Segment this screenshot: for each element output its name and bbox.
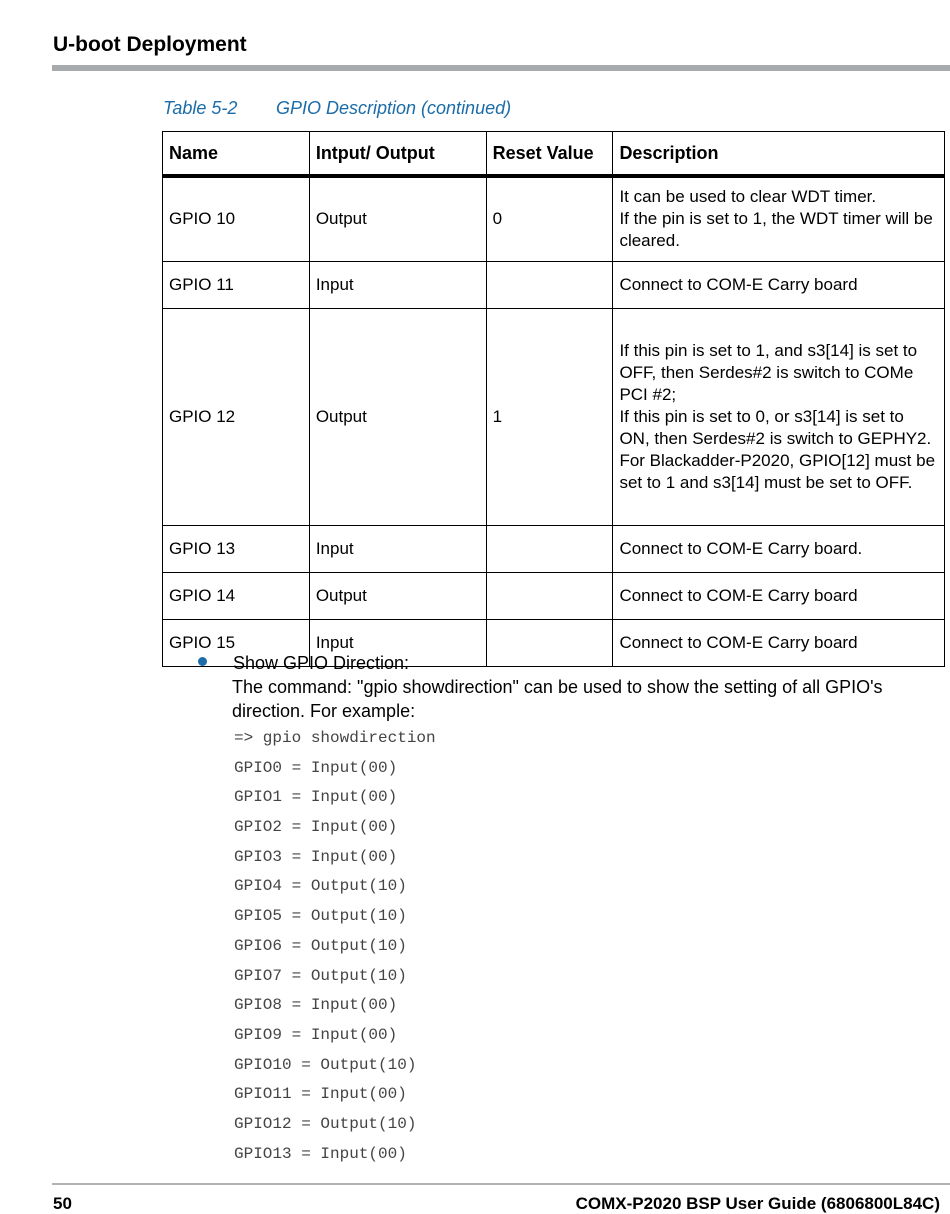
- code-line: GPIO11 = Input(00): [234, 1085, 407, 1104]
- code-line: GPIO12 = Output(10): [234, 1114, 417, 1133]
- cell-name: GPIO 13: [163, 525, 310, 572]
- code-line: GPIO10 = Output(10): [234, 1055, 417, 1074]
- cell-io: Input: [309, 619, 486, 666]
- description-line: Connect to COM-E Carry board: [619, 274, 858, 294]
- code-line: GPIO6 = Output(10): [234, 936, 407, 955]
- footer-page-number: 50: [53, 1194, 72, 1213]
- cell-reset: 1: [486, 308, 613, 525]
- code-line: GPIO9 = Input(00): [234, 1025, 398, 1044]
- cell-reset: [486, 572, 613, 619]
- column-header-input-output: Intput/ Output: [309, 132, 486, 177]
- description-line: If this pin is set to 0, or s3[14] is set to ON, then Serdes#2 is switch to GEPHY2.: [619, 406, 932, 448]
- code-line: GPIO0 = Input(00): [234, 758, 398, 777]
- cell-name: GPIO 15: [163, 619, 310, 666]
- table-row: [163, 261, 945, 308]
- code-line: GPIO5 = Output(10): [234, 907, 407, 926]
- description-line: If the pin is set to 1, the WDT timer will be cleared.: [619, 209, 933, 251]
- footer-document-title: COMX-P2020 BSP User Guide (6806800L84C): [575, 1194, 940, 1213]
- code-line: GPIO7 = Output(10): [234, 966, 407, 985]
- code-line: GPIO3 = Input(00): [234, 847, 398, 866]
- column-header-name: Name: [163, 132, 310, 177]
- cell-description: [613, 176, 945, 261]
- cell-description: [613, 619, 945, 666]
- cell-reset: [486, 525, 613, 572]
- column-header-description: Description: [613, 132, 945, 177]
- table-row: [163, 572, 945, 619]
- code-example: [234, 727, 436, 1172]
- bullet-title: Show GPIO Direction:: [233, 653, 410, 673]
- cell-reset: [486, 619, 613, 666]
- table-header-row: [163, 132, 945, 177]
- code-line: => gpio showdirection: [234, 729, 436, 747]
- gpio-description-table: [162, 131, 945, 667]
- cell-io: Output: [309, 308, 486, 525]
- footer-rule: [52, 1183, 950, 1185]
- code-line: GPIO8 = Input(00): [234, 996, 398, 1015]
- cell-io: Input: [309, 261, 486, 308]
- cell-io: Input: [309, 525, 486, 572]
- cell-description: [613, 308, 945, 525]
- code-line: GPIO2 = Input(00): [234, 818, 398, 837]
- cell-name: GPIO 11: [163, 261, 310, 308]
- table-caption-title: GPIO Description (continued): [276, 98, 512, 118]
- description-line: Connect to COM-E Carry board: [619, 585, 858, 605]
- description-line: Connect to COM-E Carry board: [619, 632, 858, 652]
- cell-name: GPIO 10: [163, 176, 310, 261]
- cell-reset: [486, 261, 613, 308]
- description-line: It can be used to clear WDT timer.: [619, 187, 877, 207]
- cell-io: Output: [309, 572, 486, 619]
- cell-name: GPIO 14: [163, 572, 310, 619]
- description-line: For Blackadder-P2020, GPIO[12] must be set to 1 and s3[14] must be set to OFF.: [619, 450, 936, 492]
- code-line: GPIO4 = Output(10): [234, 877, 407, 896]
- cell-name: GPIO 12: [163, 308, 310, 525]
- code-line: GPIO13 = Input(00): [234, 1144, 407, 1163]
- description-line: If this pin is set to 1, and s3[14] is set to OFF, then Serdes#2 is switch to COMe PCI #2;: [619, 340, 918, 404]
- header-rule: [52, 65, 950, 71]
- cell-description: [613, 572, 945, 619]
- table-caption-number: Table 5-2: [163, 98, 238, 118]
- cell-description: [613, 261, 945, 308]
- table-row: [163, 525, 945, 572]
- page-header-title: U-boot Deployment: [53, 33, 247, 56]
- description-line: Connect to COM-E Carry board.: [619, 538, 863, 558]
- table-row: [163, 308, 945, 525]
- bullet-dot-icon: [198, 657, 207, 666]
- code-line: GPIO1 = Input(00): [234, 788, 398, 807]
- cell-description: [613, 525, 945, 572]
- column-header-reset-value: Reset Value: [486, 132, 613, 177]
- cell-io: Output: [309, 176, 486, 261]
- bullet-body: The command: "gpio showdirection" can be used to show the setting of all GPIO's direction. For example:: [232, 677, 883, 721]
- table-caption: [163, 98, 511, 119]
- table-row: [163, 176, 945, 261]
- cell-reset: 0: [486, 176, 613, 261]
